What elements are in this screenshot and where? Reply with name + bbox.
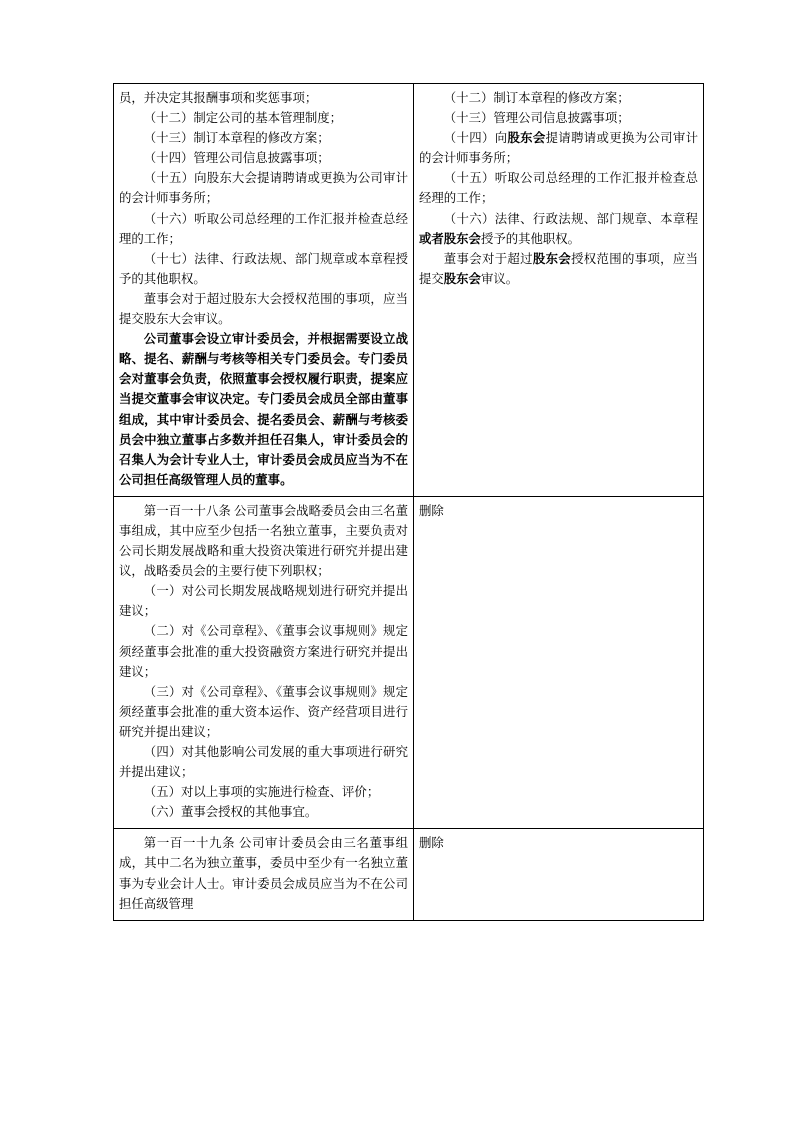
paragraph: （十三）制订本章程的修改方案； (143, 131, 330, 146)
table-cell-left (114, 829, 414, 920)
paragraph: （十四）管理公司信息披露事项； (143, 151, 330, 166)
table-body (114, 84, 704, 921)
paragraph (419, 128, 698, 168)
table-row (114, 496, 704, 829)
plain-text: 审议。 (480, 271, 519, 286)
plain-text: （十六）法律、行政法规、部门规章、本章程 (443, 211, 698, 226)
emphasis-text: 股东会 (507, 131, 546, 146)
paragraph: （二）对《公司章程》、《董事会议事规则》规定须经董事会批准的重大投资融资方案进行研究并提出建议； (119, 624, 408, 679)
paragraph: （十二）制订本章程的修改方案； (443, 91, 630, 105)
table-cell-right (414, 496, 704, 829)
paragraph: （六）董事会授权的其他事宜。 (143, 805, 318, 820)
plain-text: 授予的其他职权。 (480, 231, 581, 246)
paragraph: 第一百一十九条 公司审计委员会由三名董事组成，其中二名为独立董事，委员中至少有一名独立董事为专业会计人士。审计委员会成员应当为不在公司担任高级管理 (119, 836, 408, 911)
paragraph: 删除 (419, 503, 444, 518)
paragraph: （三）对《公司章程》、《董事会议事规则》规定须经董事会批准的重大资本运作、资产经营项目进行研究并提出建议； (119, 684, 408, 739)
cell-content (119, 88, 408, 490)
table-row (114, 829, 704, 920)
plain-text: 董事会对于超过 (443, 251, 533, 266)
cell-content (419, 833, 698, 853)
paragraph: （十三）管理公司信息披露事项； (443, 111, 630, 126)
paragraph: （十五）向股东大会提请聘请或更换为公司审计的会计师事务所； (119, 171, 408, 206)
plain-text: 授权范围的事项，应当提交 (419, 251, 699, 286)
cell-content (119, 501, 408, 823)
paragraph: （十五）听取公司总经理的工作汇报并检查总经理的工作； (419, 171, 698, 206)
paragraph: 第一百一十八条 公司董事会战略委员会由三名董事组成，其中应至少包括一名独立董事，主要负责对公司长期发展战略和重大投资决策进行研究并提出建议，战略委员会的主要行使下列职权； (119, 503, 408, 579)
paragraph (419, 209, 698, 249)
paragraph: 删除 (419, 836, 444, 851)
paragraph: （十六）听取公司总经理的工作汇报并检查总经理的工作； (119, 211, 408, 246)
paragraph: （一）对公司长期发展战略规划进行研究并提出建议； (119, 584, 408, 619)
table-cell-left (114, 496, 414, 829)
paragraph: （十二）制定公司的基本管理制度； (143, 111, 343, 126)
plain-text: （十四）向 (443, 131, 508, 146)
paragraph: （四）对其他影响公司发展的重大事项进行研究并提出建议； (119, 745, 408, 780)
table-cell-right (414, 84, 704, 497)
emphasis-text: 股东会 (443, 271, 481, 286)
paragraph: （五）对以上事项的实施进行检查、评价； (143, 785, 380, 800)
table-row (114, 84, 704, 497)
emphasis-text: 或者股东会 (419, 231, 481, 246)
table-cell-right (414, 829, 704, 920)
comparison-table (113, 83, 704, 921)
paragraph: 公司董事会设立审计委员会，并根据需要设立战略、提名、薪酬与考核等相关专门委员会。专门委员会对董事会负责，依照董事会授权履行职责，提案应当提交董事会审议决定。专门委员会成员全部由董事组成，其中审计委员会、提名委员会、薪酬与考核委员会中独立董事占多数并担任召集人，审计委员会的召集人为会计专业人士，审计委员会成员应当为不在公司担任高级管理人员的董事。 (119, 332, 408, 487)
cell-content (419, 501, 698, 521)
cell-content (419, 88, 698, 289)
paragraph: （十七）法律、行政法规、部门规章或本章程授予的其他职权。 (119, 251, 408, 286)
paragraph: 员，并决定其报酬事项和奖惩事项； (119, 91, 318, 105)
plain-text: 提请聘请或更换为公司审计的会计师事务所； (419, 131, 699, 166)
emphasis-text: 股东会 (532, 251, 572, 266)
paragraph: 董事会对于超过股东大会授权范围的事项，应当提交股东大会审议。 (119, 291, 408, 327)
paragraph (419, 249, 698, 289)
cell-content (119, 833, 408, 913)
table-cell-left (114, 84, 414, 497)
